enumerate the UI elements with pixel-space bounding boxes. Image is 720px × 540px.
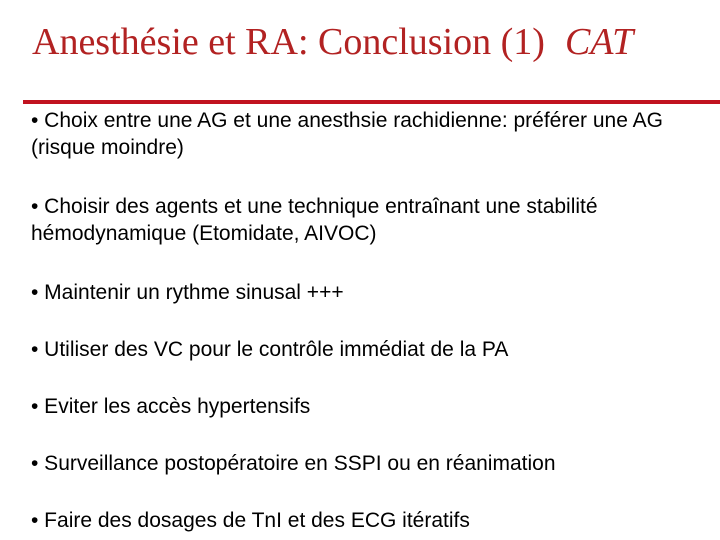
slide-title (32, 22, 633, 64)
bullet-item: • Faire des dosages de TnI et des ECG itératifs (31, 509, 470, 532)
bullet-item: • Maintenir un rythme sinusal +++ (31, 281, 344, 304)
title-divider (23, 100, 720, 104)
slide-title-main: Anesthésie et RA: Conclusion (1) (32, 21, 545, 63)
slide-title-tag: CAT (564, 21, 634, 63)
bullet-item: • Choix entre une AG et une anesthsie rachidienne: préférer une AG (risque moindre) (31, 109, 663, 159)
bullet-item: • Choisir des agents et une technique entraînant une stabilité hémodynamique (Etomidate, AIVOC) (31, 195, 598, 245)
bullet-item: • Utiliser des VC pour le contrôle immédiat de la PA (31, 338, 509, 361)
bullet-item: • Surveillance postopératoire en SSPI ou en réanimation (31, 452, 556, 475)
bullet-item: • Eviter les accès hypertensifs (31, 395, 311, 418)
